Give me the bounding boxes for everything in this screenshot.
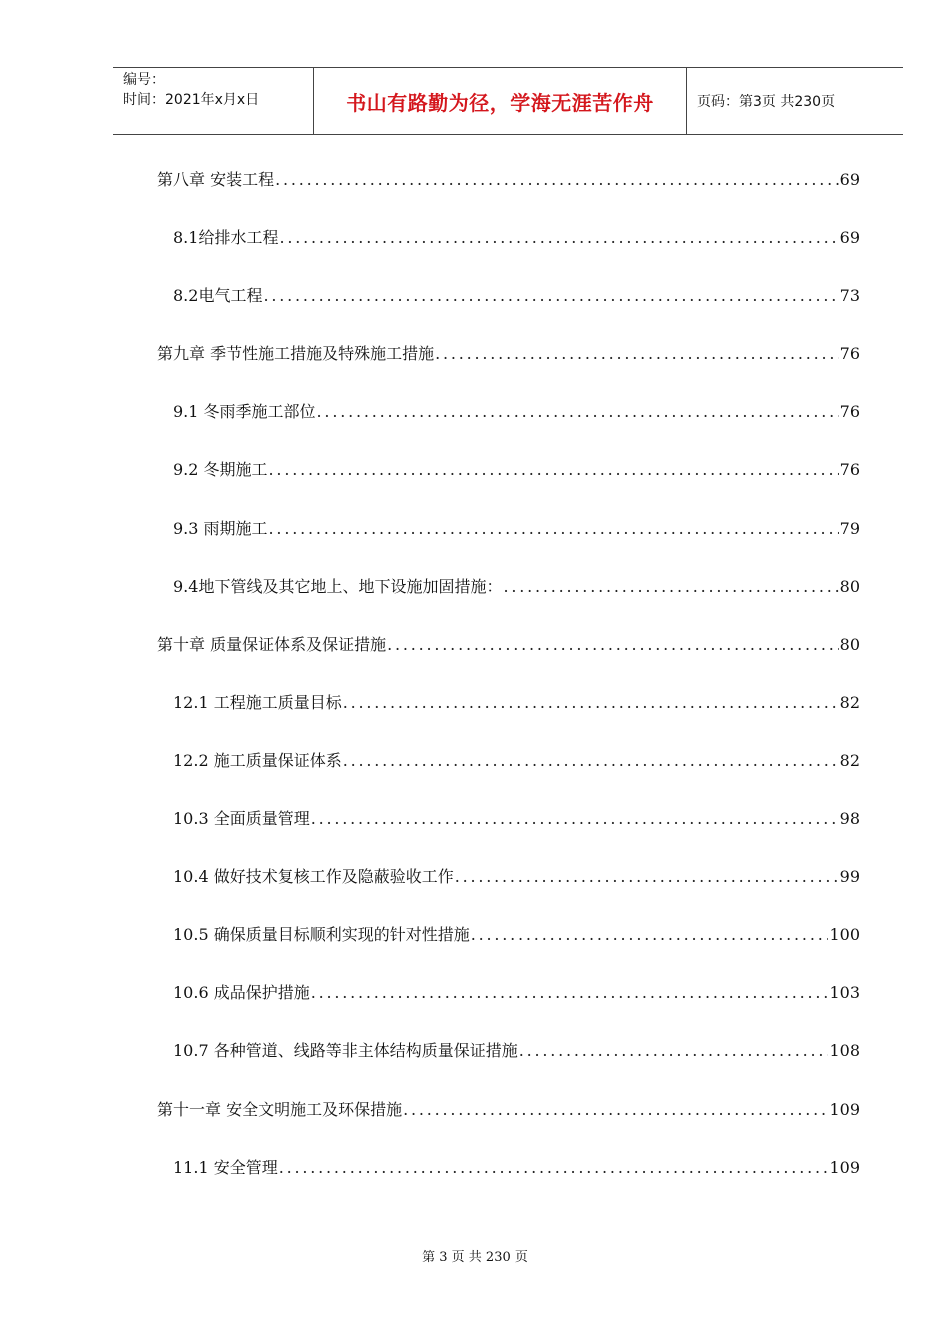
toc-entry[interactable] — [157, 1037, 860, 1095]
toc-entry[interactable] — [157, 282, 860, 340]
toc-leader-dots — [343, 747, 839, 775]
toc-entry[interactable] — [157, 573, 860, 631]
toc-leader-dots — [455, 863, 839, 891]
toc-entry-page: 76 — [839, 344, 860, 364]
toc-entry-page: 69 — [839, 170, 860, 189]
toc-entry-title: 10.4 做好技术复核工作及隐蔽验收工作 — [173, 867, 454, 887]
toc-entry-page: 109 — [829, 1099, 860, 1119]
code-label: 编号： — [123, 72, 165, 88]
toc-entry-title: 10.3 全面质量管理 — [173, 809, 310, 829]
toc-entry-page: 76 — [839, 460, 860, 480]
toc-leader-dots — [471, 921, 829, 949]
toc-entry[interactable] — [157, 1154, 860, 1212]
toc-entry-title: 12.1 工程施工质量目标 — [173, 692, 342, 712]
toc-entry-page: 98 — [839, 809, 860, 829]
header-motto: 书山有路勤为径，学海无涯苦作舟 — [314, 68, 687, 134]
toc-entry[interactable] — [157, 456, 860, 514]
toc-entry-page: 109 — [829, 1157, 860, 1177]
toc-entry-page: 76 — [839, 402, 860, 422]
toc-entry-title: 12.2 施工质量保证体系 — [173, 750, 342, 770]
toc-entry-title: 10.5 确保质量目标顺利实现的针对性措施 — [173, 925, 470, 945]
toc-entry-page: 80 — [839, 576, 860, 596]
toc-leader-dots — [269, 515, 839, 543]
toc-entry-title: 第十章 质量保证体系及保证措施 — [157, 634, 387, 654]
toc-entry-page: 73 — [839, 286, 860, 306]
toc-entry-page: 69 — [839, 228, 860, 248]
toc-entry[interactable] — [157, 631, 860, 689]
toc-entry-title: 9.1 冬雨季施工部位 — [173, 402, 316, 422]
toc-entry-page: 79 — [839, 518, 860, 538]
toc-entry-page: 108 — [829, 1041, 860, 1061]
toc-leader-dots — [311, 805, 839, 833]
toc-entry-page: 82 — [839, 750, 860, 770]
toc-entry-page: 100 — [829, 925, 860, 945]
page-footer: 第 3 页 共 230 页 — [422, 1250, 528, 1265]
toc-entry[interactable] — [157, 224, 860, 282]
toc-entry-title: 第十一章 安全文明施工及环保措施 — [157, 1099, 403, 1119]
table-of-contents — [157, 166, 860, 1212]
toc-leader-dots — [311, 979, 829, 1007]
toc-entry-title: 第八章 安装工程 — [157, 170, 275, 189]
toc-entry[interactable] — [157, 1096, 860, 1154]
toc-leader-dots — [275, 166, 839, 194]
toc-leader-dots — [403, 1096, 828, 1124]
page-header — [113, 67, 903, 135]
toc-leader-dots — [263, 282, 838, 310]
toc-entry[interactable] — [157, 747, 860, 805]
toc-entry-page: 80 — [839, 634, 860, 654]
toc-entry-title: 11.1 安全管理 — [173, 1157, 278, 1177]
toc-entry[interactable] — [157, 689, 860, 747]
toc-leader-dots — [519, 1037, 829, 1065]
toc-entry-page: 82 — [839, 692, 860, 712]
toc-entry[interactable] — [157, 805, 860, 863]
toc-entry-title: 10.7 各种管道、线路等非主体结构质量保证措施 — [173, 1041, 518, 1061]
date-label: 时间：2021年x月x日 — [123, 92, 260, 108]
toc-entry[interactable] — [157, 166, 860, 224]
toc-leader-dots — [317, 398, 839, 426]
toc-leader-dots — [387, 631, 839, 659]
header-page-info: 页码：第3页 共230页 — [697, 94, 836, 110]
toc-entry-title: 9.2 冬期施工 — [173, 460, 268, 480]
toc-leader-dots — [279, 1154, 829, 1182]
toc-entry[interactable] — [157, 398, 860, 456]
toc-entry-title: 9.3 雨期施工 — [173, 518, 268, 538]
toc-leader-dots — [269, 456, 839, 484]
toc-entry-page: 103 — [829, 983, 860, 1003]
toc-entry[interactable] — [157, 863, 860, 921]
toc-entry-title: 8.1给排水工程 — [173, 228, 279, 248]
toc-leader-dots — [435, 340, 839, 368]
toc-entry[interactable] — [157, 515, 860, 573]
toc-entry-title: 10.6 成品保护措施 — [173, 983, 310, 1003]
toc-entry[interactable] — [157, 921, 860, 979]
toc-entry[interactable] — [157, 340, 860, 398]
toc-leader-dots — [279, 224, 838, 252]
toc-leader-dots — [343, 689, 839, 717]
toc-entry-title: 第九章 季节性施工措施及特殊施工措施 — [157, 344, 435, 364]
toc-entry-page: 99 — [839, 867, 860, 887]
toc-leader-dots — [503, 573, 838, 601]
toc-entry-title: 8.2电气工程 — [173, 286, 263, 306]
header-meta — [113, 68, 314, 134]
toc-entry-title: 9.4地下管线及其它地上、地下设施加固措施： — [173, 576, 503, 596]
toc-entry[interactable] — [157, 979, 860, 1037]
